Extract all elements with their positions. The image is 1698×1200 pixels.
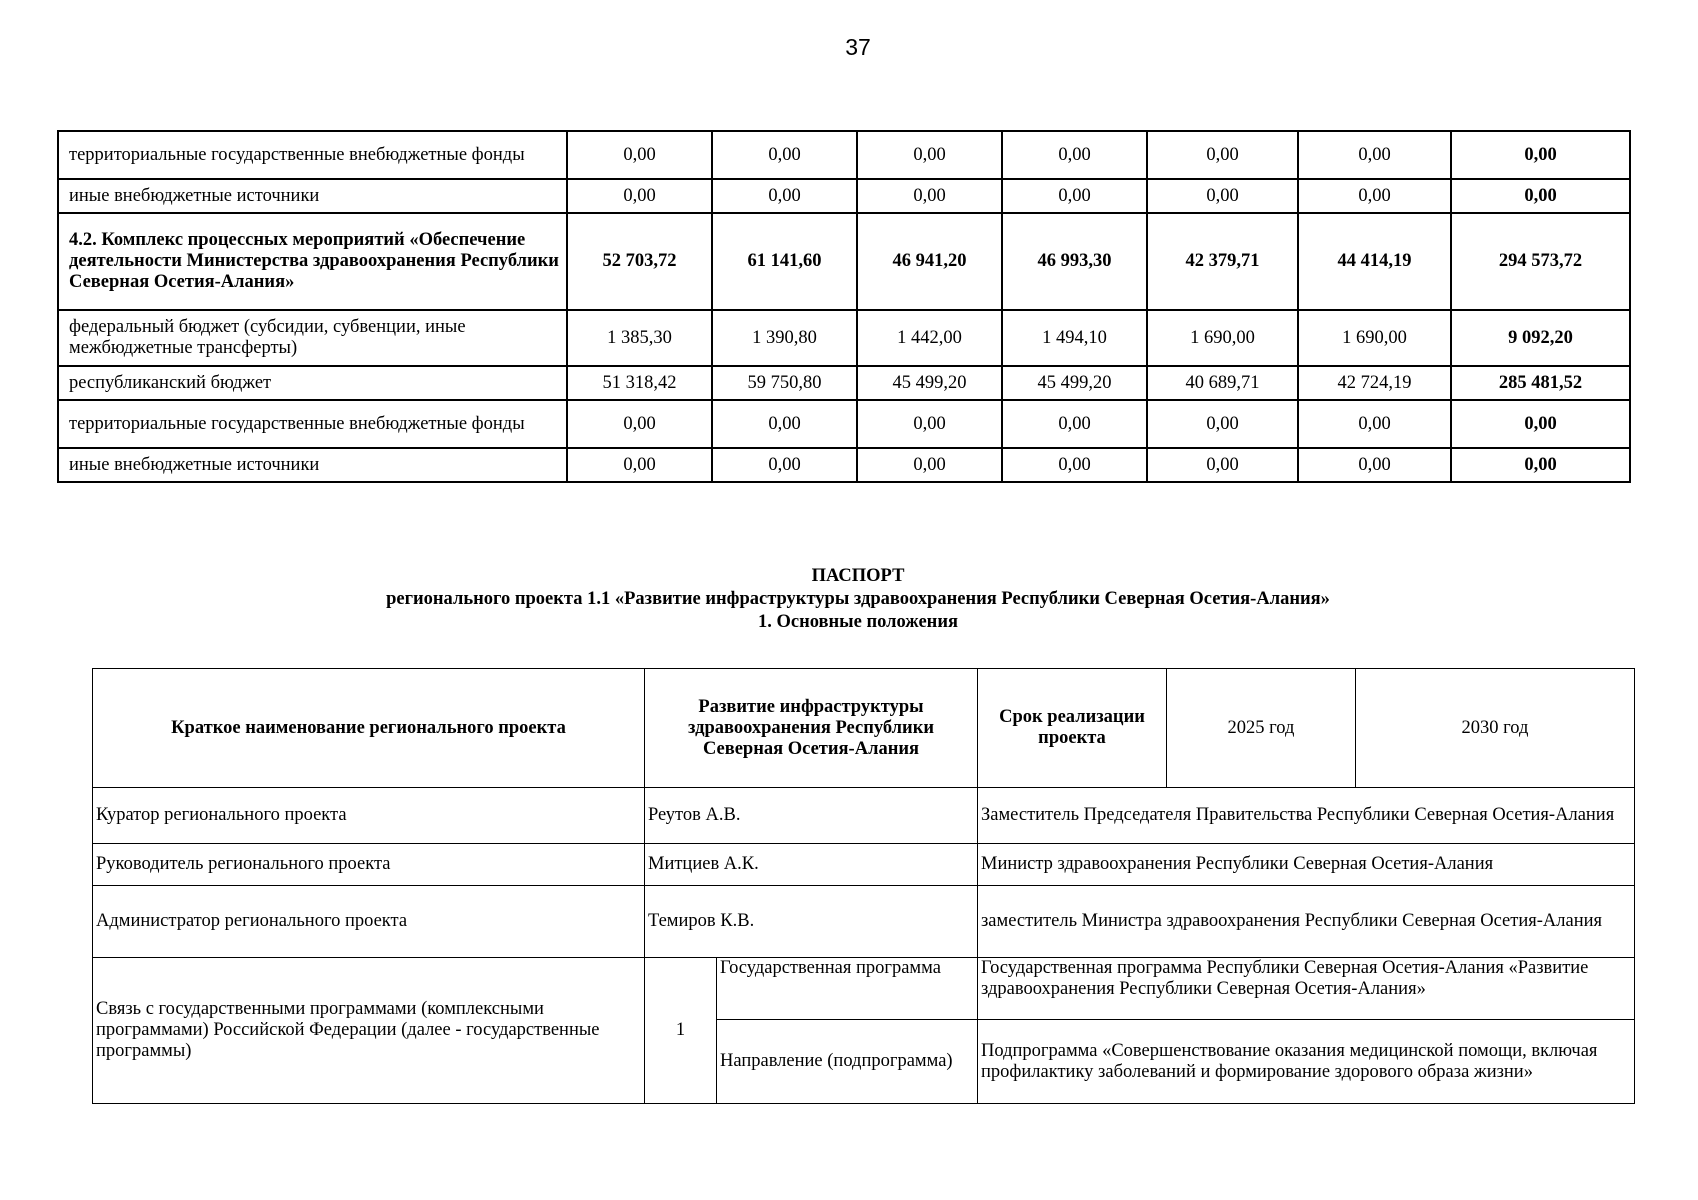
value-cell: 0,00 — [1298, 448, 1451, 482]
row-label: федеральный бюджет (субсидии, субвенции, иные межбюджетные трансферты) — [58, 310, 567, 366]
direction-value: Подпрограмма «Совершенствование оказания медицинской помощи, включая профилактику заболеваний и формирование здорового образа жизни» — [978, 1020, 1635, 1104]
period-start: 2025 год — [1167, 669, 1356, 788]
value-cell: 40 689,71 — [1147, 366, 1298, 400]
value-cell: 46 941,20 — [857, 213, 1002, 310]
table-row — [93, 886, 1635, 958]
total-cell: 0,00 — [1451, 179, 1630, 213]
value-cell: 0,00 — [1147, 400, 1298, 448]
table-row — [93, 669, 1635, 788]
admin-label: Администратор регионального проекта — [93, 886, 645, 958]
total-cell: 294 573,72 — [1451, 213, 1630, 310]
short-name-label: Краткое наименование регионального проекта — [93, 669, 645, 788]
value-cell: 0,00 — [712, 179, 857, 213]
admin-position: заместитель Министра здравоохранения Республики Северная Осетия-Алания — [978, 886, 1635, 958]
passport-table — [92, 668, 1635, 1104]
passport-subtitle: регионального проекта 1.1 «Развитие инфраструктуры здравоохранения Республики Северная Осетия-Алания» — [386, 589, 1330, 609]
value-cell: 1 390,80 — [712, 310, 857, 366]
value-cell: 61 141,60 — [712, 213, 857, 310]
row-label: территориальные государственные внебюджетные фонды — [58, 400, 567, 448]
section-title: 1. Основные положения — [757, 612, 959, 632]
row-label: республиканский бюджет — [58, 366, 567, 400]
direction-label: Направление (подпрограмма) — [717, 1020, 978, 1104]
value-cell: 0,00 — [567, 131, 712, 179]
table-row — [58, 310, 1630, 366]
passport-title: ПАСПОРТ — [811, 566, 905, 586]
value-cell: 45 499,20 — [1002, 366, 1147, 400]
value-cell: 0,00 — [1002, 400, 1147, 448]
value-cell: 0,00 — [1002, 448, 1147, 482]
value-cell: 0,00 — [712, 448, 857, 482]
table-row — [58, 213, 1630, 310]
table-row — [58, 448, 1630, 482]
link-label: Связь с государственными программами (комплексными программами) Российской Федерации (далее - государственные программы) — [93, 958, 645, 1104]
table-row — [93, 958, 1635, 1020]
gov-program-value: Государственная программа Республики Северная Осетия-Алания «Развитие здравоохранения Республики Северная Осетия-Алания» — [978, 958, 1635, 1020]
value-cell: 0,00 — [1147, 131, 1298, 179]
row-label: 4.2. Комплекс процессных мероприятий «Обеспечение деятельности Министерства здравоохранения Республики Северная Осетия-Алания» — [58, 213, 567, 310]
value-cell: 52 703,72 — [567, 213, 712, 310]
value-cell: 0,00 — [712, 400, 857, 448]
finance-table — [57, 130, 1631, 483]
value-cell: 0,00 — [712, 131, 857, 179]
value-cell: 0,00 — [1298, 179, 1451, 213]
value-cell: 0,00 — [857, 179, 1002, 213]
value-cell: 46 993,30 — [1002, 213, 1147, 310]
value-cell: 0,00 — [1147, 448, 1298, 482]
period-end: 2030 год — [1356, 669, 1635, 788]
curator-name: Реутов А.В. — [645, 788, 978, 844]
page-number: 37 — [845, 34, 871, 60]
value-cell: 0,00 — [567, 400, 712, 448]
value-cell: 0,00 — [1002, 131, 1147, 179]
curator-position: Заместитель Председателя Правительства Республики Северная Осетия-Алания — [978, 788, 1635, 844]
value-cell: 44 414,19 — [1298, 213, 1451, 310]
value-cell: 0,00 — [1298, 131, 1451, 179]
period-label: Срок реализации проекта — [978, 669, 1167, 788]
value-cell: 0,00 — [1298, 400, 1451, 448]
head-position: Министр здравоохранения Республики Северная Осетия-Алания — [978, 844, 1635, 886]
total-cell: 285 481,52 — [1451, 366, 1630, 400]
head-label: Руководитель регионального проекта — [93, 844, 645, 886]
gov-program-label: Государственная программа — [717, 958, 978, 1020]
total-cell: 0,00 — [1451, 400, 1630, 448]
value-cell: 0,00 — [1147, 179, 1298, 213]
row-label: территориальные государственные внебюджетные фонды — [58, 131, 567, 179]
total-cell: 0,00 — [1451, 131, 1630, 179]
total-cell: 0,00 — [1451, 448, 1630, 482]
table-row — [93, 788, 1635, 844]
value-cell: 42 379,71 — [1147, 213, 1298, 310]
total-cell: 9 092,20 — [1451, 310, 1630, 366]
value-cell: 1 494,10 — [1002, 310, 1147, 366]
table-row — [58, 179, 1630, 213]
value-cell: 45 499,20 — [857, 366, 1002, 400]
table-row — [58, 131, 1630, 179]
table-row — [58, 366, 1630, 400]
row-label: иные внебюджетные источники — [58, 179, 567, 213]
passport-heading — [0, 565, 1698, 634]
table-row — [93, 844, 1635, 886]
link-number: 1 — [645, 958, 717, 1104]
value-cell: 59 750,80 — [712, 366, 857, 400]
value-cell: 0,00 — [567, 179, 712, 213]
value-cell: 0,00 — [857, 400, 1002, 448]
curator-label: Куратор регионального проекта — [93, 788, 645, 844]
admin-name: Темиров К.В. — [645, 886, 978, 958]
value-cell: 1 442,00 — [857, 310, 1002, 366]
value-cell: 1 690,00 — [1147, 310, 1298, 366]
row-label: иные внебюджетные источники — [58, 448, 567, 482]
value-cell: 0,00 — [857, 448, 1002, 482]
table-row — [58, 400, 1630, 448]
short-name-value: Развитие инфраструктуры здравоохранения Республики Северная Осетия-Алания — [645, 669, 978, 788]
value-cell: 0,00 — [857, 131, 1002, 179]
value-cell: 0,00 — [567, 448, 712, 482]
value-cell: 1 385,30 — [567, 310, 712, 366]
value-cell: 1 690,00 — [1298, 310, 1451, 366]
value-cell: 42 724,19 — [1298, 366, 1451, 400]
value-cell: 51 318,42 — [567, 366, 712, 400]
value-cell: 0,00 — [1002, 179, 1147, 213]
head-name: Митциев А.К. — [645, 844, 978, 886]
